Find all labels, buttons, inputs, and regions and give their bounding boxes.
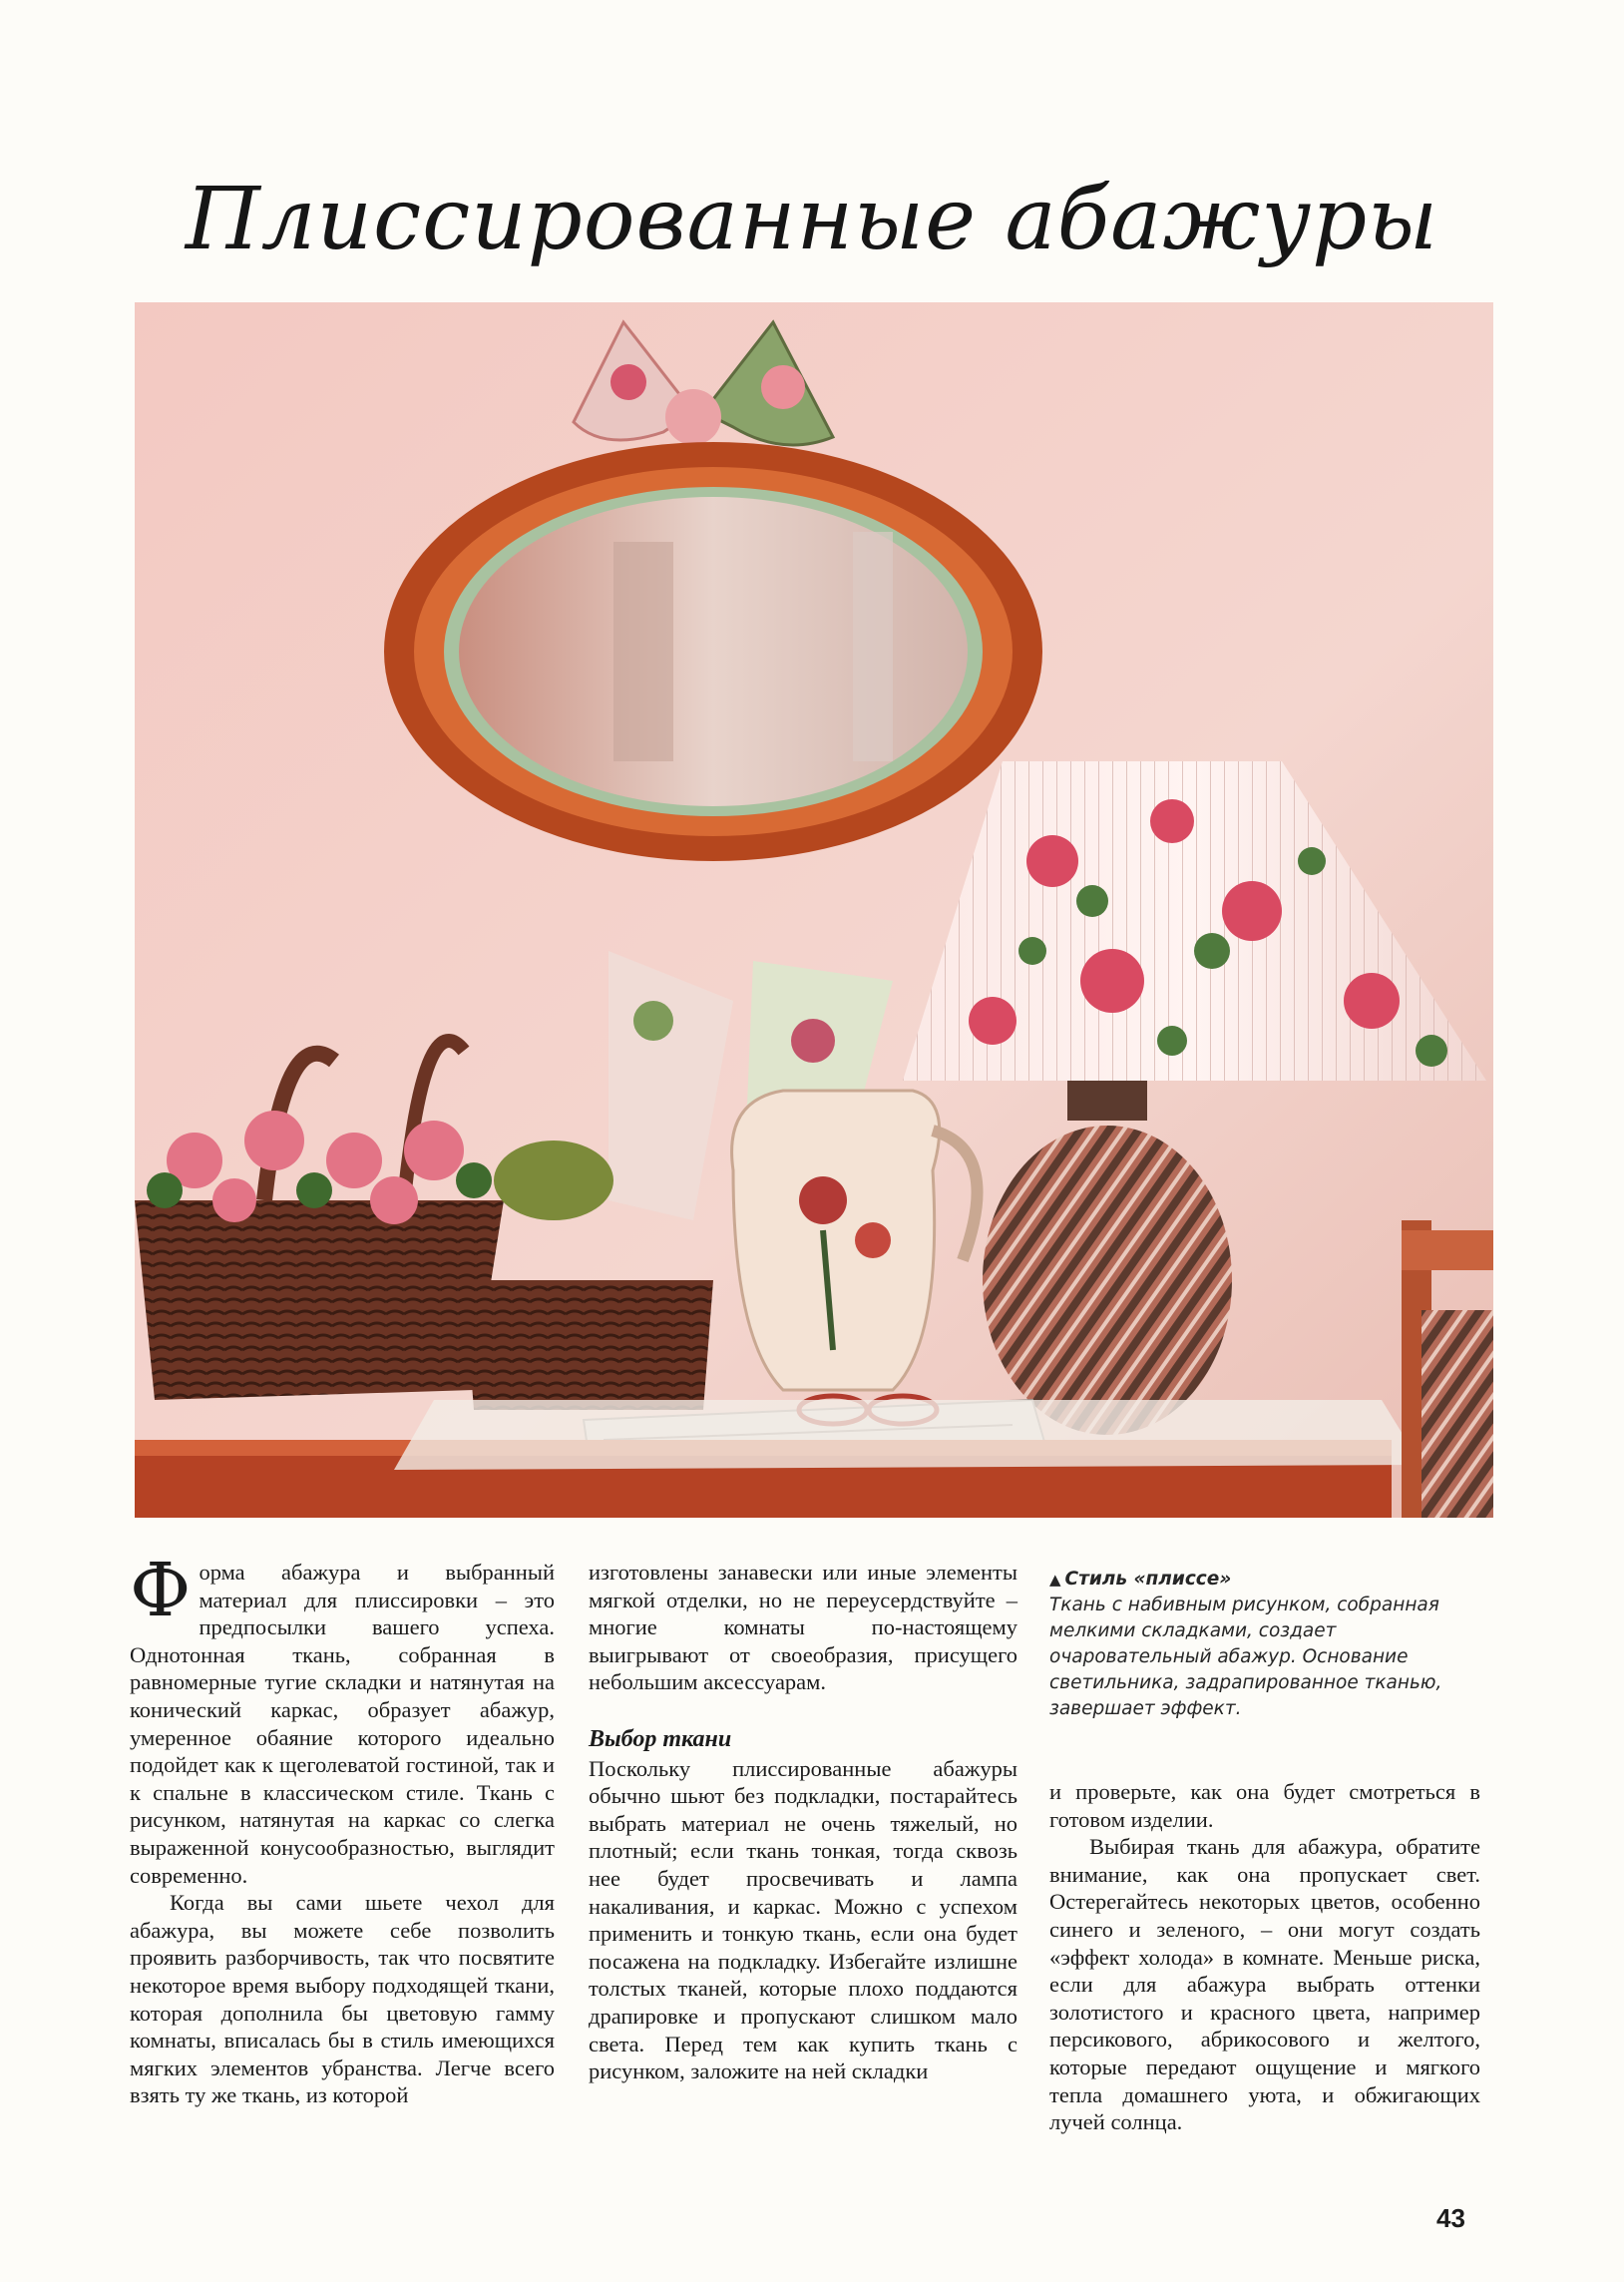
text-column-1 (130, 1548, 555, 2109)
photo-caption (1049, 1567, 1480, 1722)
paragraph-accessories: изготовлены занавески или иные элементы мягкой отделки, но не переусердствуйте – многие комнаты по-настоящему выигрывают от своеобразия, присущего небольшим аксессуарам. (589, 1560, 1017, 1695)
paragraph-intro-text: орма абажура и выбранный материал для плиссировки – это предпосылки вашего успеха. Однотонная ткань, собранная в равномерные тугие складки и натянутая на конический каркас, образует абажур, умеренное обаяние которого идеально подойдет как к щеголеватой гостиной, так и к спальне в классическом стиле. Ткань с рисунком, натянутая на каркас со слегка выраженной конусообразностью, выглядит современно. (130, 1560, 555, 1888)
photo-lamp-mirror-scene (135, 302, 1493, 1518)
paragraph-check-look: и проверьте, как она будет смотреться в готовом изделии. (1049, 1779, 1480, 1832)
page-title: Плиссированные абажуры (185, 170, 1439, 269)
text-column-2 (589, 1559, 1017, 2085)
drop-cap: Ф (130, 1548, 192, 1633)
paragraph-sewing: Когда вы сами шьете чехол для абажура, вы можете себе позволить проявить разборчивость, так что посвятите некоторое время выбору подходящей ткани, которая дополнила бы цветовую гамму комнаты, вписалась бы в стиль имеющихся мягких элементов убранства. Легче всего взять ту же ткань, из которой (130, 1890, 555, 2108)
paragraph-intro (130, 1548, 555, 1889)
page-number: 43 (1436, 2203, 1465, 2233)
paragraph-light-colors: Выбирая ткань для абажура, обратите внимание, как она пропускает свет. Остерегайтесь некоторых цветов, особенно синего и зеленого, – они могут создать «эффект холода» в комнате. Меньше риска, если для абажура выбрать оттенки золотистого и красного цвета, например персикового, абрикосового и желтого, которые передают ощущение и мягкого тепла домашнего уюта, и обжигающих лучей солнца. (1049, 1834, 1480, 2135)
paragraph-fabric-weight: Поскольку плиссированные абажуры обычно шьют без подкладки, постарайтесь выбрать материал не очень тяжелый, но плотный; если ткань тонкая, тогда сквозь нее будет просвечивать и лампа накаливания, и каркас. Можно с успехом применить и тонкую ткань, если она будет посажена на подкладку. Избегайте излишне толстых тканей, которые плохо поддаются драпировке и пропускают слишком мало света. Перед тем как купить ткань с рисунком, заложите на ней складки (589, 1755, 1017, 2084)
caption-text: Ткань с набивным рисунком, собранная мелкими складками, создает очаровательный абажур. Основание светильника, задрапированное тканью, завершает эффект. (1049, 1595, 1442, 1719)
section-heading-fabric-choice: Выбор ткани (589, 1725, 732, 1752)
triangle-up-icon: ▲ (1049, 1571, 1061, 1589)
text-column-3 (1049, 1778, 1480, 2136)
caption-heading: Стиль «плиссе» (1064, 1569, 1232, 1590)
